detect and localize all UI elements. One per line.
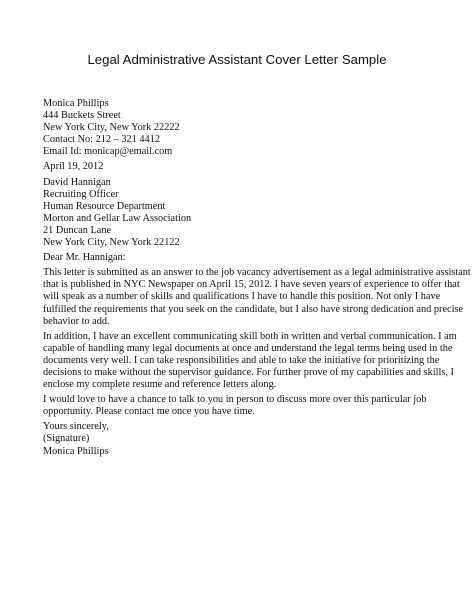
sender-address [43, 98, 433, 158]
valediction: Yours sincerely, [43, 421, 109, 433]
recipient-name: David Hannigan [43, 176, 111, 188]
letter-body [43, 98, 471, 458]
sender-contact: Contact No: 212 – 321 4412 [43, 134, 160, 146]
recipient-company: Morton and Gellar Law Association [43, 212, 192, 224]
signature-placeholder: (Signature) [43, 433, 90, 445]
paragraph-line: documents very well. I can take responsibilities and able to take the initiative for prioritizing the [43, 354, 440, 366]
letter-date: April 19, 2012 [43, 161, 104, 173]
paragraph-2 [43, 330, 457, 391]
recipient-street: 21 Duncan Lane [43, 224, 112, 236]
salutation-block [43, 252, 433, 264]
paragraph-line: behavior to add. [43, 315, 110, 327]
paragraph-3 [43, 394, 433, 418]
paragraph-1 [43, 267, 471, 327]
recipient-title: Recruiting Officer [43, 188, 119, 200]
paragraph-line: decisions to make without the supervisor guidance. For further prove of my capabilities and skills, I [43, 366, 454, 378]
sender-name: Monica Phillips [43, 98, 109, 109]
recipient-department: Human Resource Department [43, 200, 166, 212]
recipient-address [43, 177, 433, 250]
paragraph-line: opportunity. Please contact me once you have time. [43, 406, 255, 418]
sender-email: Email Id: monicap@email.com [43, 146, 173, 158]
recipient-city: New York City, New York 22122 [43, 237, 180, 249]
paragraph-line: enclose my complete resume and reference letters along. [43, 379, 277, 391]
page-title: Legal Administrative Assistant Cover Letter Sample [87, 52, 387, 67]
paragraph-line: that is published in NYC Newspaper on April 15, 2012. I have seven years of experience to offer that [43, 279, 460, 291]
closing-name: Monica Phillips [43, 445, 109, 457]
sender-street: 444 Buckets Street [43, 110, 121, 122]
paragraph-line: will speak as a number of skills and qualifications I have to handle this position. Not only I have [43, 291, 441, 303]
letter-date-block [43, 161, 433, 173]
paragraph-line: I would love to have a chance to talk to you in person to discuss more over this particular job [43, 394, 427, 406]
paragraph-line: fulfilled the requirements that you seek on the candidate, but I also have strong dedication and precise [43, 303, 464, 315]
sender-city: New York City, New York 22222 [43, 122, 180, 134]
salutation: Dear Mr. Hannigan: [43, 252, 126, 264]
paragraph-line: capable of handling many legal documents at once and understand the legal terms being used in the [43, 342, 453, 354]
paragraph-line: In addition, I have an excellent communicating skill both in written and verbal communication. I am [43, 330, 457, 342]
closing-block [43, 421, 433, 457]
paragraph-line: This letter is submitted as an answer to the job vacancy advertisement as a legal administrative assistant [43, 267, 471, 279]
